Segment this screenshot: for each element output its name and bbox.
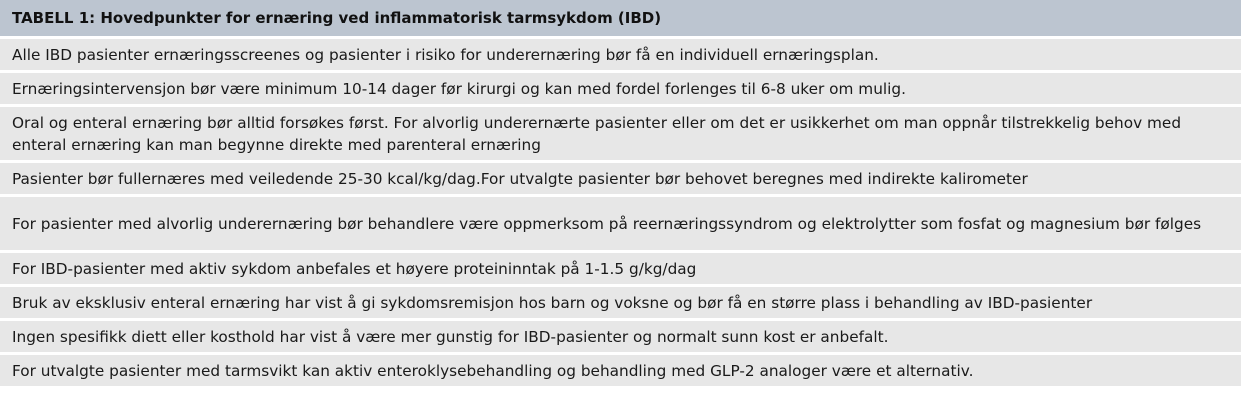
table-row [0, 73, 1241, 104]
row-text: For pasienter med alvorlig underernæring bør behandlere være oppmerksom på reernæringssyndrom og elektrolytter som fosfat og magnesium bør følges [12, 214, 1202, 233]
row-text: Pasienter bør fullernæres med veiledende 25-30 kcal/kg/dag.For utvalgte pasienter bør behovet beregnes med indirekte kalirometer [12, 169, 1028, 188]
table-row [0, 253, 1241, 284]
table-row [0, 321, 1241, 352]
row-text: For IBD-pasienter med aktiv sykdom anbefales et høyere proteininntak på 1-1.5 g/kg/dag [12, 259, 697, 278]
table-row [0, 287, 1241, 318]
table-row [0, 107, 1241, 160]
table-title: TABELL 1: Hovedpunkter for ernæring ved inflammatorisk tarmsykdom (IBD) [12, 9, 662, 27]
row-text: Alle IBD pasienter ernæringsscreenes og pasienter i risiko for underernæring bør få en individuell ernæringsplan. [12, 45, 879, 64]
row-text: Bruk av eksklusiv enteral ernæring har vist å gi sykdomsremisjon hos barn og voksne og bør få en større plass i behandling av IBD-pasienter [12, 293, 1093, 312]
row-text: Ingen spesifikk diett eller kosthold har vist å være mer gunstig for IBD-pasienter og normalt sunn kost er anbefalt. [12, 327, 889, 346]
table-row [0, 163, 1241, 194]
row-text: For utvalgte pasienter med tarmsvikt kan aktiv enteroklysebehandling og behandling med GLP-2 analoger være et alternativ. [12, 361, 974, 380]
table-row [0, 355, 1241, 386]
row-text: Ernæringsintervensjon bør være minimum 10-14 dager før kirurgi og kan med fordel forlenges til 6-8 uker om mulig. [12, 79, 906, 98]
table-header [0, 0, 1241, 36]
table-row [0, 39, 1241, 70]
row-text: Oral og enteral ernæring bør alltid forsøkes først. For alvorlig underernærte pasienter eller om det er usikkerhet om man oppnår tilstrekkelig behov med enteral ernæring kan man begynne direkte med parenteral ernæring [12, 113, 1182, 154]
table-row [0, 197, 1241, 250]
